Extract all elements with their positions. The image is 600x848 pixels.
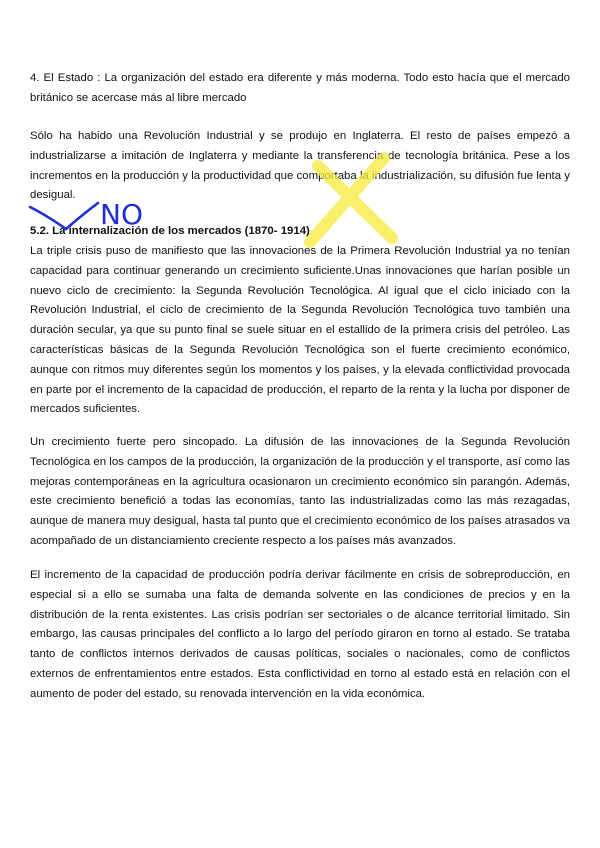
paragraph-revolucion-industrial: Sólo ha habido una Revolución Industrial y se produjo en Inglaterra. El resto de países empezó a industrializarse a imitación de Inglaterra y mediante la transferencia de tecnología británica. Pese a los incrementos en la producción y la productividad que comportaba la industrialización, su difusión fue lenta y desigual. [30, 130, 570, 202]
handwritten-no-text: NO [100, 198, 143, 231]
section-heading: 5.2. La internalización de los mercados (1870- 1914) [30, 225, 310, 237]
paragraph-estado: 4. El Estado : La organización del estado era diferente y más moderna. Todo esto hacía que el mercado británico se acercase más al libre mercado [30, 72, 570, 104]
paragraph-triple-crisis: La triple crisis puso de manifiesto que las innovaciones de la Primera Revolución Industrial ya no tenían capacidad para continuar generando un crecimiento suficiente.Unas innovaciones que harían posible un nuevo ciclo de crecimiento: la Segunda Revolución Tecnológica. Al igual que el ciclo iniciado con la Revolución Industrial, el ciclo de crecimiento de la Segunda Revolución Tecnológica tuvo también una duración secular, ya que su punto final se suele situar en el estallido de la primera crisis del petróleo. Las características básicas de la Segunda Revolución Tecnológica son el fuerte crecimiento económico, aunque con ritmos muy diferentes según los momentos y los países, y la elevada conflictividad provocada en parte por el incremento de la capacidad de producción, el reparto de la renta y la lucha por disponer de mercados suficientes. [30, 245, 570, 416]
paragraph-crecimiento-sincopado: Un crecimiento fuerte pero sincopado. La difusión de las innovaciones de la Segunda Revolución Tecnológica en los campos de la producción, la organización de la producción y el transporte, así como las mejoras contemporáneas en la agricultura ocasionaron un crecimiento económico sin parangón. Además, este crecimiento benefició a todas las economías, tanto las industrializadas como las más rezagadas, aunque de manera muy desigual, hasta tal punto que el crecimiento económico de los países atrasados va acompañado de un distanciamiento creciente respecto a los países más avanzados. [30, 436, 570, 547]
paragraph-sobreproduccion: El incremento de la capacidad de producción podría derivar fácilmente en crisis de sobreproducción, en especial si a ello se sumaba una falta de demanda solvente en las condiciones de precios y en la distribución de la renta existentes. Las crisis podrían ser sectoriales o de alcance territorial limitado. Sin embargo, las causas principales del conflicto a lo largo del período giraron en torno al estado. Se trataba tanto de conflictos internos derivados de causas políticas, sociales o nacionales, como de conflictos externos de enfrentamientos entre estados. Esta conflictividad en torno al estado está en relación con el aumento de poder del estado, su renovada intervención en la vida económica. [30, 569, 570, 700]
